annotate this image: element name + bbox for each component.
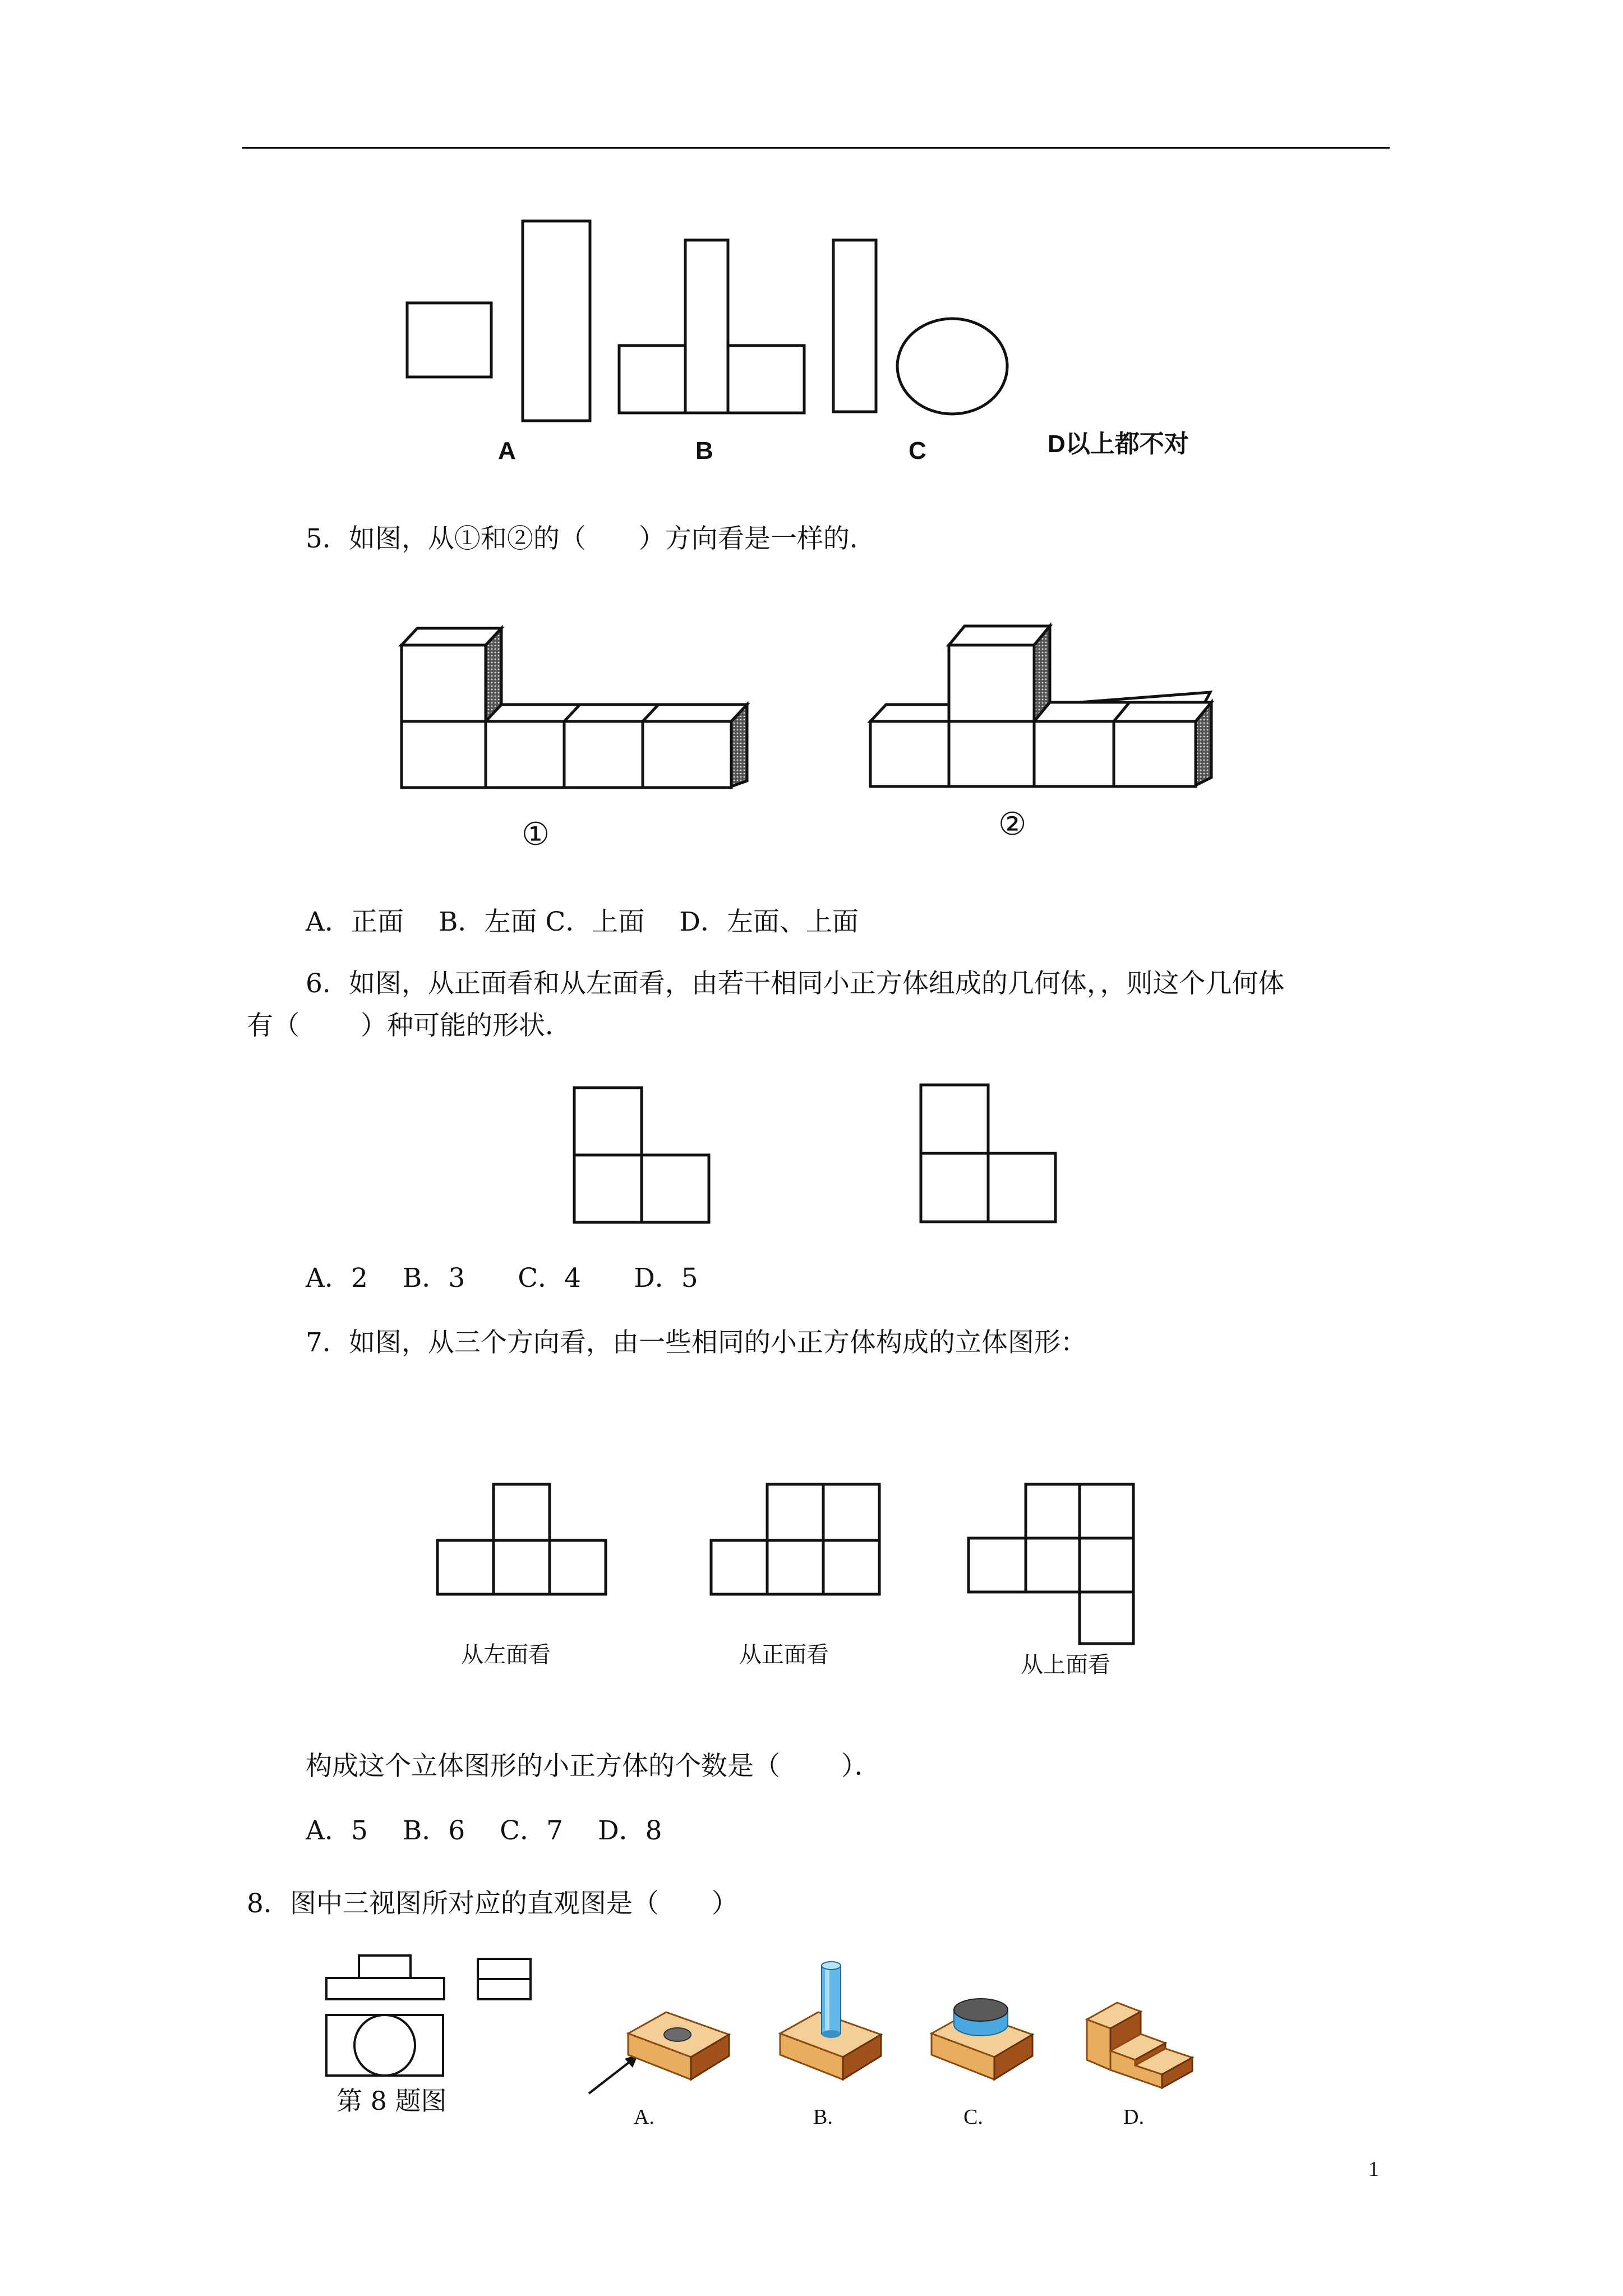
q4-option-b-tower: [685, 240, 728, 413]
q5-figure-label-1: ①: [522, 816, 550, 853]
q8-option-a-solid: [623, 2000, 735, 2090]
q6-question-line1: 6．如图，从正面看和从左面看，由若干相同小正方体组成的几何体，，则这个几何体: [306, 968, 1285, 999]
q8-option-label-b: B.: [813, 2105, 833, 2129]
q7-left-view: [437, 1481, 611, 1604]
q4-label-b: B: [695, 437, 713, 464]
q5-figure-1: [393, 617, 751, 802]
q4-label-d: D以上都不对: [1048, 430, 1189, 458]
q7-view-label-top: 从上面看: [1021, 1652, 1110, 1678]
q5-figure-2: [869, 617, 1228, 802]
q4-label-c: C: [909, 437, 926, 464]
q8-three-views: [325, 1952, 544, 2081]
q7-view-label-left: 从左面看: [461, 1642, 551, 1668]
q7-view-label-front: 从正面看: [739, 1642, 829, 1668]
page-number: 1: [1368, 2157, 1379, 2181]
q4-option-c-bar: [833, 240, 876, 412]
q5-question: 5．如图，从①和②的（ ）方向看是一样的．: [306, 523, 876, 554]
q5-figure-label-2: ②: [998, 806, 1027, 843]
q7-sub-question: 构成这个立体图形的小正方体的个数是（ ）．: [306, 1751, 881, 1782]
q8-option-d-solid: [1082, 1980, 1200, 2092]
q8-question: 8．图中三视图所对应的直观图是（ ）: [247, 1888, 738, 1919]
q4-option-c-circle: [897, 319, 1007, 414]
q8-option-label-d: D.: [1123, 2105, 1144, 2129]
q8-option-b-solid: [777, 1958, 889, 2092]
q7-options: A．5 B．6 C．7 D．8: [306, 1815, 662, 1846]
q8-option-label-c: C.: [963, 2105, 983, 2129]
header-rule: [242, 147, 1390, 149]
q7-question: 7．如图，从三个方向看，由一些相同的小正方体构成的立体图形：: [306, 1327, 1087, 1358]
q6-question-line2: 有（ ）种可能的形状．: [247, 1010, 571, 1041]
q7-front-view: [711, 1481, 885, 1604]
q7-top-view: [967, 1481, 1141, 1649]
q4-given-square: [407, 303, 491, 377]
q4-figure: [393, 213, 1066, 438]
q8-figure-caption: 第 8 题图: [336, 2086, 447, 2116]
q5-options: A．正面 B．左面 C．上面 D．左面、上面: [306, 907, 859, 937]
q6-left-view: [919, 1083, 1070, 1223]
q6-options: A．2 B．3 C．4 D．5: [306, 1263, 698, 1294]
q4-label-a: A: [498, 437, 516, 464]
q6-front-view: [572, 1085, 723, 1226]
q8-option-c-solid: [928, 1989, 1040, 2095]
q4-option-a-shape: [523, 221, 590, 421]
q8-option-label-a: A.: [634, 2105, 654, 2129]
